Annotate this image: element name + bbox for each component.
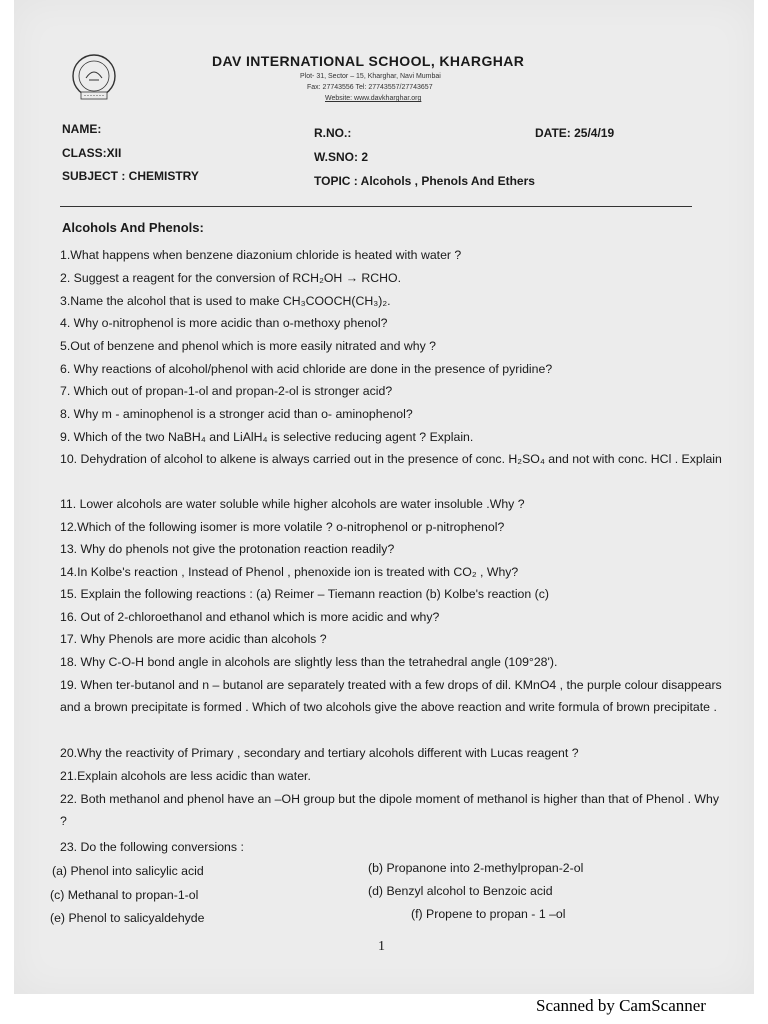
question: 9. Which of the two NaBH₄ and LiAlH₄ is selective reducing agent ? Explain.: [60, 430, 474, 444]
conversion-item: (a) Phenol into salicylic acid: [52, 864, 204, 878]
question: 6. Why reactions of alcohol/phenol with acid chloride are done in the presence of pyridine?: [60, 362, 553, 376]
topic-field: TOPIC : Alcohols , Phenols And Ethers: [314, 174, 535, 188]
question: 7. Which out of propan-1-ol and propan-2-ol is stronger acid?: [60, 384, 393, 398]
question: 22. Both methanol and phenol have an –OH group but the dipole moment of methanol is higher than that of Phenol . Why ?: [60, 792, 719, 828]
question: 19. When ter-butanol and n – butanol are separately treated with a few drops of dil. KMnO4 , the purple colour disappears and a brown precipitate is formed . Which of two alcohols give the above reaction and write formula of brown precipitate .: [60, 678, 722, 714]
roll-no-field: R.NO.:: [314, 126, 352, 140]
class-field: CLASS:XII: [62, 146, 122, 160]
question: 4. Why o-nitrophenol is more acidic than o-methoxy phenol?: [60, 316, 388, 330]
question: 1.What happens when benzene diazonium chloride is heated with water ?: [60, 248, 462, 262]
conversion-item: (e) Phenol to salicyaldehyde: [50, 911, 205, 925]
website-line: Website: www.davkharghar.org: [325, 95, 422, 102]
question: 12.Which of the following isomer is more volatile ? o-nitrophenol or p-nitrophenol?: [60, 520, 505, 534]
date-field: DATE: 25/4/19: [535, 126, 615, 140]
conversion-item: (f) Propene to propan - 1 –ol: [411, 907, 566, 921]
address-line: Plot- 31, Sector – 15, Kharghar, Navi Mumbai: [300, 73, 441, 80]
conversion-item: (d) Benzyl alcohol to Benzoic acid: [368, 884, 553, 898]
subject-field: SUBJECT : CHEMISTRY: [62, 169, 199, 183]
contact-line: Fax: 27743556 Tel: 27743557/27743657: [307, 84, 433, 91]
question: 14.In Kolbe's reaction , Instead of Phenol , phenoxide ion is treated with CO₂ , Why?: [60, 565, 519, 579]
question: 17. Why Phenols are more acidic than alcohols ?: [60, 632, 327, 646]
conversion-item: (b) Propanone into 2-methylpropan-2-ol: [368, 861, 584, 875]
worksheet-no-field: W.SNO: 2: [314, 150, 369, 164]
name-field: NAME:: [62, 122, 102, 136]
question: 16. Out of 2-chloroethanol and ethanol which is more acidic and why?: [60, 610, 440, 624]
question: 3.Name the alcohol that is used to make CH₃COOCH(CH₃)₂.: [60, 294, 391, 308]
question: 21.Explain alcohols are less acidic than water.: [60, 769, 311, 783]
question: 8. Why m - aminophenol is a stronger acid than o- aminophenol?: [60, 407, 413, 421]
header-divider: [60, 206, 692, 207]
page-number: 1: [378, 939, 385, 954]
section-heading: Alcohols And Phenols:: [62, 220, 204, 235]
question: 23. Do the following conversions :: [60, 840, 244, 854]
question: 15. Explain the following reactions : (a) Reimer – Tiemann reaction (b) Kolbe's reaction (c): [60, 587, 549, 601]
question: 18. Why C-O-H bond angle in alcohols are slightly less than the tetrahedral angle (109°28').: [60, 655, 558, 669]
question: 5.Out of benzene and phenol which is more easily nitrated and why ?: [60, 339, 436, 353]
question: 13. Why do phenols not give the protonation reaction readily?: [60, 542, 395, 556]
question: 10. Dehydration of alcohol to alkene is always carried out in the presence of conc. H₂SO₄ and not with conc. HCl . Explain: [60, 452, 722, 466]
question: 2. Suggest a reagent for the conversion of RCH₂OH → RCHO.: [60, 271, 402, 285]
school-logo-icon: [67, 52, 121, 102]
question: 11. Lower alcohols are water soluble while higher alcohols are water insoluble .Why ?: [60, 497, 525, 511]
school-name: DAV INTERNATIONAL SCHOOL, KHARGHAR: [212, 53, 525, 69]
scanner-watermark: Scanned by CamScanner: [536, 996, 706, 1015]
question: 20.Why the reactivity of Primary , secondary and tertiary alcohols different with Lucas reagent ?: [60, 746, 579, 760]
conversion-item: (c) Methanal to propan-1-ol: [50, 888, 199, 902]
